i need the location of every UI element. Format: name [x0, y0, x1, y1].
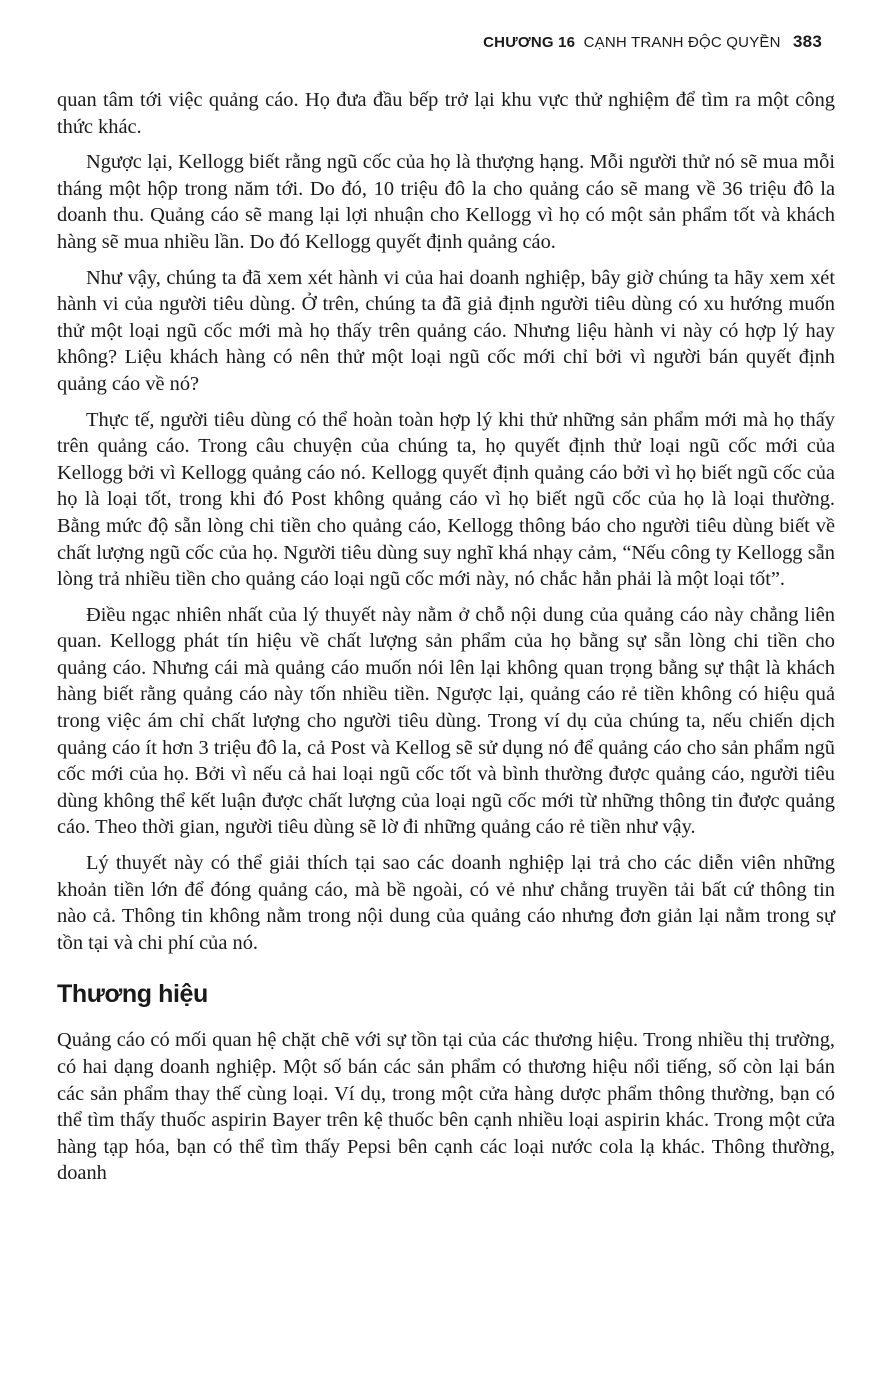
- chapter-title: CẠNH TRANH ĐỘC QUYỀN: [583, 34, 781, 51]
- section-heading: Thương hiệu: [57, 980, 208, 1009]
- paragraph-continued: quan tâm tới việc quảng cáo. Họ đưa đầu bếp trở lại khu vực thử nghiệm để tìm ra một công thức khác.: [57, 89, 835, 138]
- chapter-number: CHƯƠNG 16: [483, 34, 576, 51]
- paragraph: Như vậy, chúng ta đã xem xét hành vi của hai doanh nghiệp, bây giờ chúng ta hãy xem xét hành vi của người tiêu dùng. Ở trên, chúng ta đã giả định người tiêu dùng có xu hướng muốn thử một loại ngũ cốc mới mà họ thấy trên quảng cáo. Nhưng liệu hành vi này có hợp lý hay không? Liệu khách hàng có nên thử một loại ngũ cốc mới chỉ bởi vì người bán quyết định quảng cáo về nó?: [57, 266, 835, 395]
- page-number: 383: [793, 32, 822, 51]
- body-text: [57, 87, 835, 1187]
- paragraph: Lý thuyết này có thể giải thích tại sao các doanh nghiệp lại trả cho các diễn viên những khoản tiền lớn để đóng quảng cáo, mà bề ngoài, có vẻ như chẳng truyền tải bất cứ thông tin nào cả. Thông tin không nằm trong nội dung của quảng cáo nhưng đơn giản lại nằm trong sự tồn tại và chi phí của nó.: [57, 852, 835, 954]
- paragraph: Điều ngạc nhiên nhất của lý thuyết này nằm ở chỗ nội dung của quảng cáo này chẳng liên quan. Kellogg phát tín hiệu về chất lượng sản phẩm của họ bằng sự sẵn lòng chi tiền cho quảng cáo. Nhưng cái mà quảng cáo muốn nói lên lại không quan trọng bằng sự thật là khách hàng biết rằng quảng cáo này tốn nhiều tiền. Ngược lại, quảng cáo rẻ tiền không có hiệu quả trong việc ám chỉ chất lượng cho người tiêu dùng. Trong ví dụ của chúng ta, nếu chiến dịch quảng cáo ít hơn 3 triệu đô la, cả Post và Kellog sẽ sử dụng nó để quảng cáo cho sản phẩm ngũ cốc mới của họ. Bởi vì nếu cả hai loại ngũ cốc tốt và bình thường được quảng cáo, người tiêu dùng không thể kết luận được chất lượng của loại ngũ cốc mới từ những thông tin được quảng cáo. Theo thời gian, người tiêu dùng sẽ lờ đi những quảng cáo rẻ tiền như vậy.: [57, 603, 835, 839]
- section-paragraph: Quảng cáo có mối quan hệ chặt chẽ với sự tồn tại của các thương hiệu. Trong nhiều thị trường, có hai dạng doanh nghiệp. Một số bán các sản phẩm có thương hiệu nổi tiếng, số còn lại bán các sản phẩm thay thế cùng loại. Ví dụ, trong một cửa hàng dược phẩm thông thường, bạn có thể tìm thấy thuốc aspirin Bayer trên kệ thuốc bên cạnh nhiều loại aspirin khác. Trong một cửa hàng tạp hóa, bạn có thể tìm thấy Pepsi bên cạnh các loại nước cola lạ khác. Thông thường, doanh: [57, 1029, 835, 1185]
- paragraph: Ngược lại, Kellogg biết rằng ngũ cốc của họ là thượng hạng. Mỗi người thử nó sẽ mua mỗi tháng một hộp trong năm tới. Do đó, 10 triệu đô la cho quảng cáo sẽ mang về 36 triệu đô la doanh thu. Quảng cáo sẽ mang lại lợi nhuận cho Kellogg vì họ có một sản phẩm tốt và khách hàng sẽ mua nhiều lần. Do đó Kellogg quyết định quảng cáo.: [57, 151, 835, 253]
- running-header: [483, 32, 822, 52]
- paragraph: Thực tế, người tiêu dùng có thể hoàn toàn hợp lý khi thử những sản phẩm mới mà họ thấy trên quảng cáo. Trong câu chuyện của chúng ta, họ quyết định thử loại ngũ cốc mới của Kellogg bởi vì Kellogg quảng cáo nó. Kellogg quyết định quảng cáo bởi vì họ biết ngũ cốc của họ là loại tốt, trong khi đó Post không quảng cáo vì họ biết ngũ cốc của họ là loại thường. Bằng mức độ sẵn lòng chi tiền cho quảng cáo, Kellogg thông báo cho người tiêu dùng biết về chất lượng ngũ cốc của họ. Người tiêu dùng suy nghĩ khá nhạy cảm, “Nếu công ty Kellogg sẵn lòng trả nhiều tiền cho quảng cáo loại ngũ cốc mới này, nó chắc hẳn phải là một loại tốt”.: [57, 408, 835, 591]
